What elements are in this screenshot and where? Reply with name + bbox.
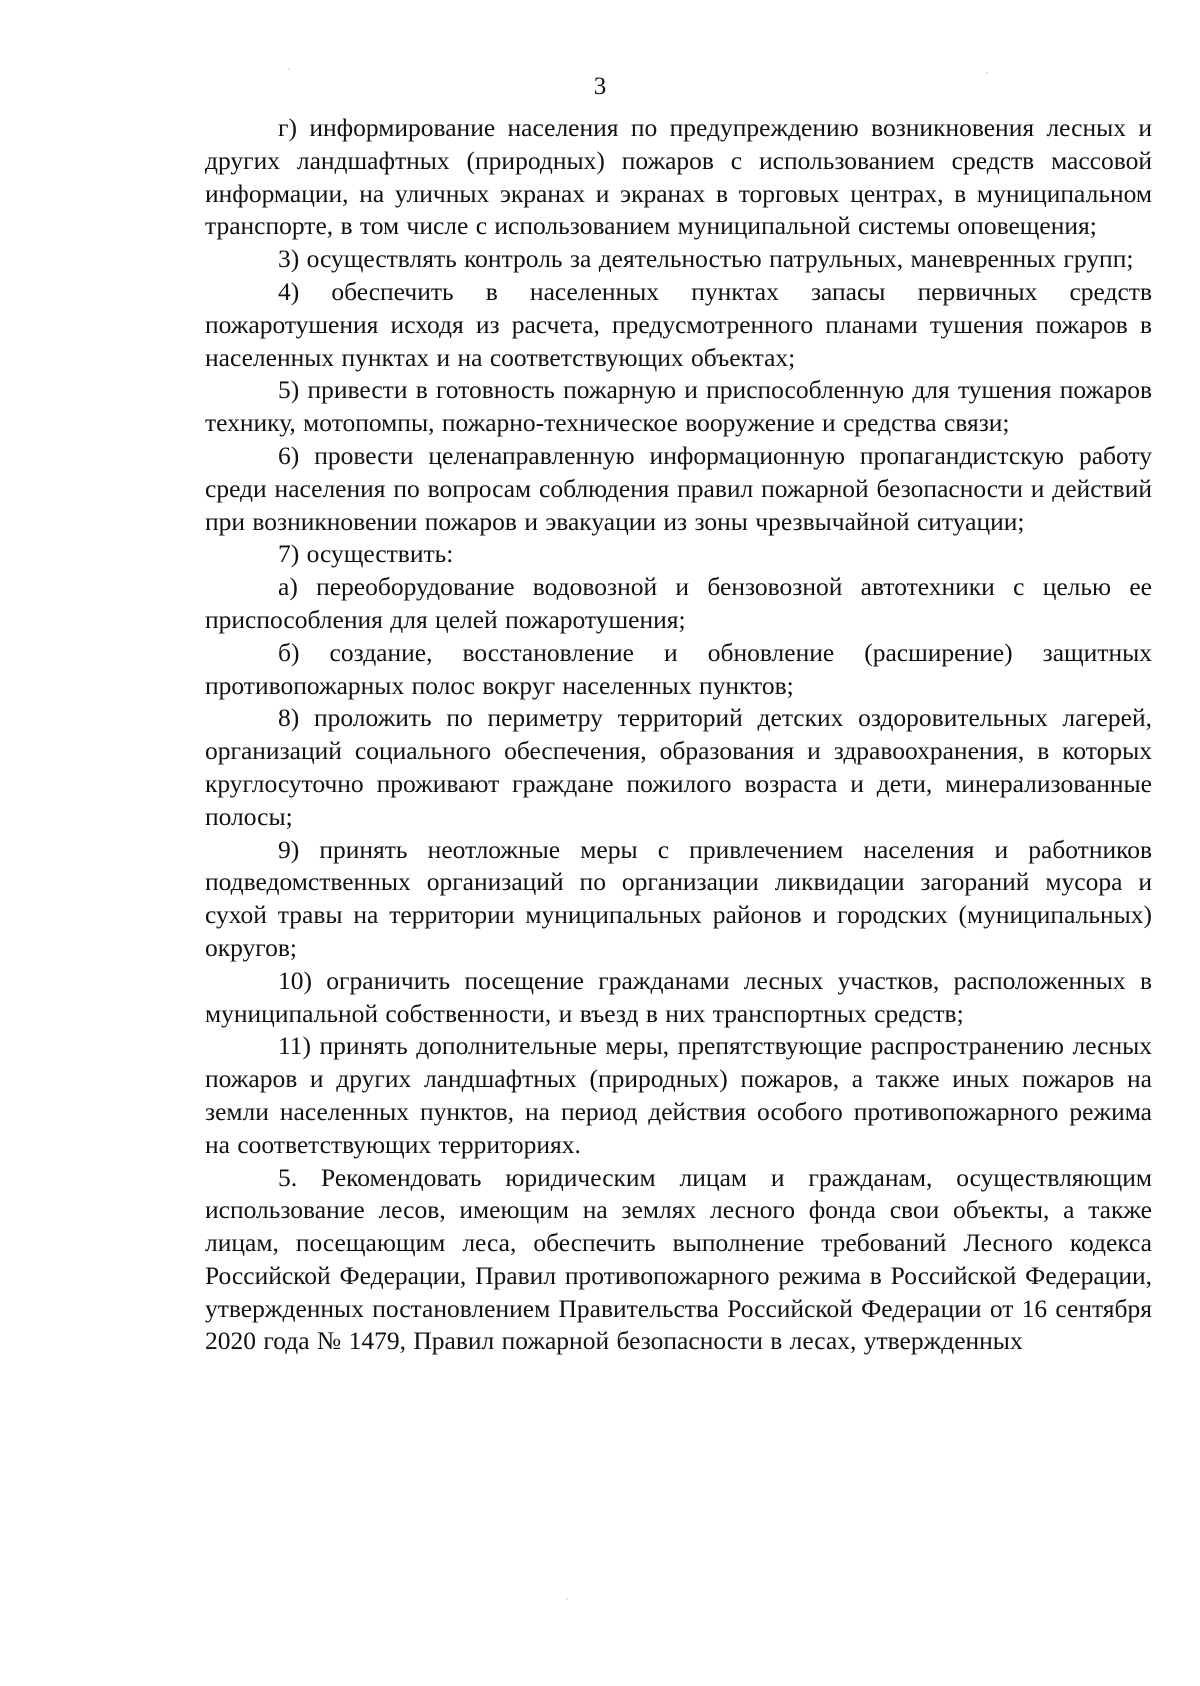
paragraph-section-5-recommend: 5. Рекомендовать юридическим лицам и гражданам, осуществляющим использование лесов, имеющим на землях лесного фонда свои объекты, а также лицам, посещающим леса, обеспечить выполнение требований Лесного кодекса Российской Федерации, Правил противопожарного режима в Российской Федерации, утвержденных постановлением Правительства Российской Федерации от 16 сентября 2020 года № 1479, Правил пожарной безопасности в лесах, утвержденных	[205, 1162, 1152, 1356]
scan-artifact-dot	[986, 72, 988, 74]
scan-artifact-dot	[566, 1598, 568, 1600]
paragraph-item-g-informing: г) информирование населения по предупреждению возникновения лесных и других ландшафтных (природных) пожаров с использованием средств массовой информации, на уличных экранах и экранах в торговых центрах, в муниципальном транспорте, в том числе с использованием муниципальной системы оповещения;	[205, 113, 1152, 241]
paragraph-item-4-supplies: 4) обеспечить в населенных пунктах запасы первичных средств пожаротушения исходя из расчета, предусмотренного планами тушения пожаров в населенных пунктах и на соответствующих объектах;	[205, 276, 1152, 372]
paragraph-item-7-implement: 7) осуществить:	[278, 539, 454, 569]
paragraph-item-8-strips: 8) проложить по периметру территорий детских оздоровительных лагерей, организаций социального обеспечения, образования и здравоохранения, в которых круглосуточно проживают граждане пожилого возраста и дети, минерализованные полосы;	[205, 703, 1152, 831]
paragraph-item-9-urgent-measures: 9) принять неотложные меры с привлечением населения и работников подведомственных организаций по организации ликвидации загораний мусора и сухой травы на территории муниципальных районов и городских (муниципальных) округов;	[205, 834, 1152, 962]
paragraph-subitem-a-retrofit: а) переоборудование водовозной и бензовозной автотехники с целью ее приспособления для целей пожаротушения;	[205, 572, 1152, 634]
paragraph-item-3-control: 3) осуществлять контроль за деятельностью патрульных, маневренных групп;	[278, 244, 1134, 274]
paragraph-item-10-restrict: 10) ограничить посещение гражданами лесных участков, расположенных в муниципальной собственности, и въезд в них транспортных средств;	[205, 965, 1152, 1028]
document-body	[205, 112, 1152, 1358]
paragraph-subitem-b-firebreaks: б) создание, восстановление и обновление (расширение) защитных противопожарных полос вокруг населенных пунктов;	[205, 637, 1152, 700]
page-number: 3	[593, 73, 607, 100]
paragraph-item-11-additional: 11) принять дополнительные меры, препятствующие распространению лесных пожаров и других ландшафтных (природных) пожаров, а также иных пожаров на земли населенных пунктов, на период действия особого противопожарного режима на соответствующих территориях.	[205, 1031, 1152, 1159]
paragraph-item-5-readiness: 5) привести в готовность пожарную и приспособленную для тушения пожаров технику, мотопомпы, пожарно-техническое вооружение и средства связи;	[205, 375, 1152, 438]
paragraph-item-6-outreach: 6) провести целенаправленную информационную пропагандистскую работу среди населения по вопросам соблюдения правил пожарной безопасности и действий при возникновении пожаров и эвакуации из зоны чрезвычайной ситуации;	[205, 440, 1152, 536]
scan-artifact-dot	[288, 68, 290, 70]
